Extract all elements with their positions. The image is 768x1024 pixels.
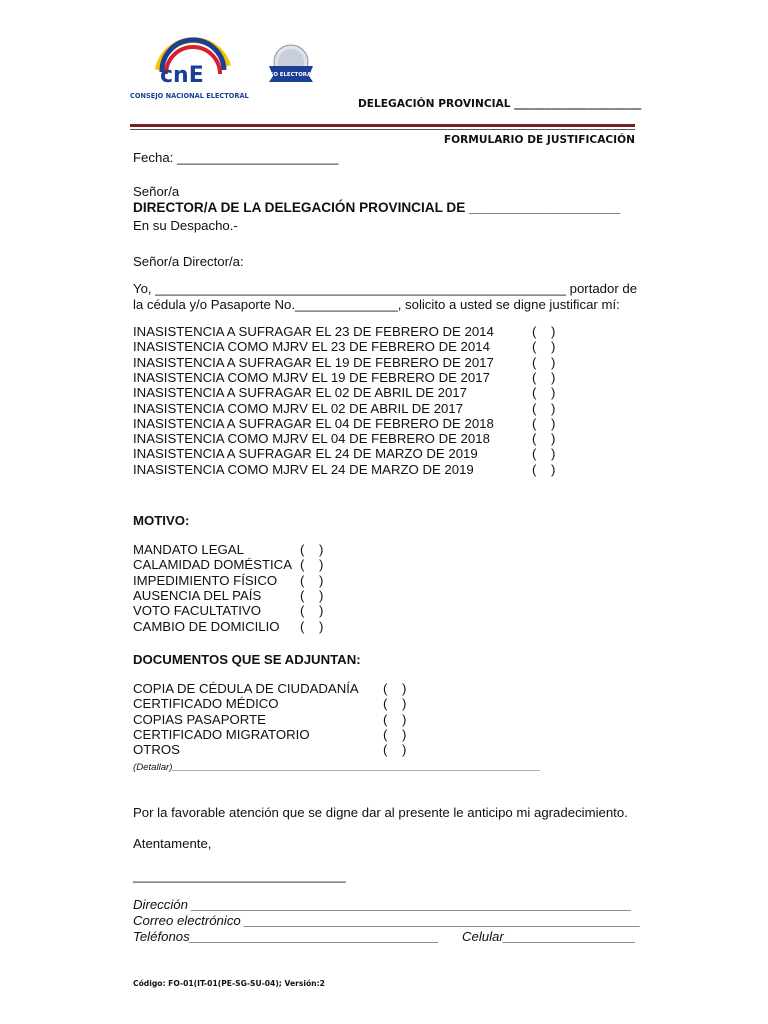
- inasistencia-label: INASISTENCIA COMO MJRV EL 04 DE FEBRERO DE 2018: [133, 431, 490, 447]
- atentamente-label: Atentamente,: [133, 836, 212, 851]
- codigo-footer: Código: FO-01(IT-01(PE-SG-SU-04); Versión:2: [133, 979, 325, 988]
- motivo-title: MOTIVO:: [133, 513, 190, 528]
- telefonos-field[interactable]: Teléfonos__________________________________: [133, 929, 440, 944]
- inasistencia-label: INASISTENCIA A SUFRAGAR EL 04 DE FEBRERO DE 2018: [133, 415, 494, 431]
- documento-checkbox[interactable]: ( ): [383, 711, 407, 727]
- logo-caption: CONSEJO NACIONAL ELECTORAL: [130, 92, 249, 100]
- inasistencia-label: INASISTENCIA COMO MJRV EL 23 DE FEBRERO DE 2014: [133, 339, 490, 355]
- header-rule-thin: [130, 129, 635, 130]
- logo-wordmark: cnE: [160, 63, 204, 88]
- motivo-label: IMPEDIMIENTO FÍSICO: [133, 572, 278, 588]
- documento-checkbox[interactable]: ( ): [383, 726, 407, 742]
- form-title: FORMULARIO DE JUSTIFICACIÓN: [443, 134, 635, 146]
- inasistencia-label: INASISTENCIA A SUFRAGAR EL 02 DE ABRIL DE 2017: [133, 385, 467, 401]
- iso-seal-icon: [265, 42, 317, 86]
- motivo-label: AUSENCIA DEL PAÍS: [133, 587, 262, 603]
- motivo-label: CALAMIDAD DOMÉSTICA: [133, 557, 293, 573]
- inasistencia-label: INASISTENCIA COMO MJRV EL 02 DE ABRIL DE 2017: [133, 400, 464, 416]
- documento-label: COPIA DE CÉDULA DE CIUDADANÍA: [133, 681, 359, 696]
- inasistencia-checkbox[interactable]: ( ): [532, 339, 556, 355]
- direccion-field[interactable]: Dirección ____________________________________________________________: [133, 897, 632, 912]
- inasistencia-label: INASISTENCIA A SUFRAGAR EL 23 DE FEBRERO DE 2014: [133, 324, 494, 339]
- inasistencia-checkbox[interactable]: ( ): [532, 461, 556, 477]
- motivo-checkbox[interactable]: ( ): [300, 603, 324, 619]
- motivo-label: MANDATO LEGAL: [133, 542, 244, 557]
- yo-line[interactable]: Yo, ________________________________________________________ portador de: [133, 281, 638, 296]
- inasistencia-checkbox[interactable]: ( ): [532, 385, 556, 401]
- inasistencia-checkbox[interactable]: ( ): [532, 324, 556, 339]
- senor-label: Señor/a: [133, 184, 180, 199]
- documento-label: CERTIFICADO MÉDICO: [133, 696, 279, 712]
- inasistencia-label: INASISTENCIA COMO MJRV EL 19 DE FEBRERO DE 2017: [133, 369, 490, 385]
- motivo-label: CAMBIO DE DOMICILIO: [133, 618, 280, 634]
- documento-label: CERTIFICADO MIGRATORIO: [133, 726, 310, 742]
- motivo-checkbox[interactable]: ( ): [300, 587, 324, 603]
- correo-field[interactable]: Correo electrónico ______________________________________________________: [133, 913, 641, 928]
- documento-checkbox[interactable]: ( ): [383, 742, 407, 758]
- saludo-label: Señor/a Director/a:: [133, 254, 244, 269]
- inasistencia-label: INASISTENCIA A SUFRAGAR EL 24 DE MARZO DE 2019: [133, 446, 478, 462]
- inasistencia-checkbox[interactable]: ( ): [532, 354, 556, 370]
- motivo-checkbox[interactable]: ( ): [300, 557, 324, 573]
- inasistencia-label: INASISTENCIA COMO MJRV EL 24 DE MARZO DE 2019: [133, 461, 474, 477]
- inasistencia-checkbox[interactable]: ( ): [532, 400, 556, 416]
- motivo-checkbox[interactable]: ( ): [300, 572, 324, 588]
- signature-line[interactable]: _____________________________: [133, 868, 346, 883]
- seal-text: ISO ELECTORAL: [267, 72, 315, 78]
- documento-label: COPIAS PASAPORTE: [133, 711, 266, 727]
- inasistencia-checkbox[interactable]: ( ): [532, 431, 556, 447]
- documentos-title: DOCUMENTOS QUE SE ADJUNTAN:: [133, 652, 361, 667]
- motivo-checkbox[interactable]: ( ): [300, 618, 324, 634]
- delegacion-provincial: DELEGACIÓN PROVINCIAL ________________________: [358, 98, 642, 110]
- detallar-field[interactable]: (Detallar)_____________________________________________________________________: [133, 762, 541, 773]
- documento-checkbox[interactable]: ( ): [383, 681, 407, 696]
- inasistencia-checkbox[interactable]: ( ): [532, 446, 556, 462]
- despacho-label: En su Despacho.-: [133, 218, 238, 233]
- agradecimiento-text: Por la favorable atención que se digne dar al presente le anticipo mi agradecimiento.: [133, 805, 628, 820]
- cedula-line[interactable]: la cédula y/o Pasaporte No.______________, solicito a usted se digne justificar mí:: [133, 297, 620, 312]
- inasistencia-checkbox[interactable]: ( ): [532, 369, 556, 385]
- header-rule: [130, 124, 635, 127]
- motivo-label: VOTO FACULTATIVO: [133, 603, 261, 619]
- documento-label: OTROS: [133, 742, 180, 758]
- motivo-checkbox[interactable]: ( ): [300, 542, 324, 557]
- celular-field[interactable]: Celular__________________: [462, 929, 636, 944]
- cne-logo: [128, 30, 258, 102]
- inasistencia-label: INASISTENCIA A SUFRAGAR EL 19 DE FEBRERO DE 2017: [133, 354, 494, 370]
- director-line: DIRECTOR/A DE LA DELEGACIÓN PROVINCIAL DE ____________________: [133, 200, 621, 215]
- fecha-field[interactable]: Fecha: ______________________: [133, 150, 339, 165]
- documento-checkbox[interactable]: ( ): [383, 696, 407, 712]
- inasistencia-checkbox[interactable]: ( ): [532, 415, 556, 431]
